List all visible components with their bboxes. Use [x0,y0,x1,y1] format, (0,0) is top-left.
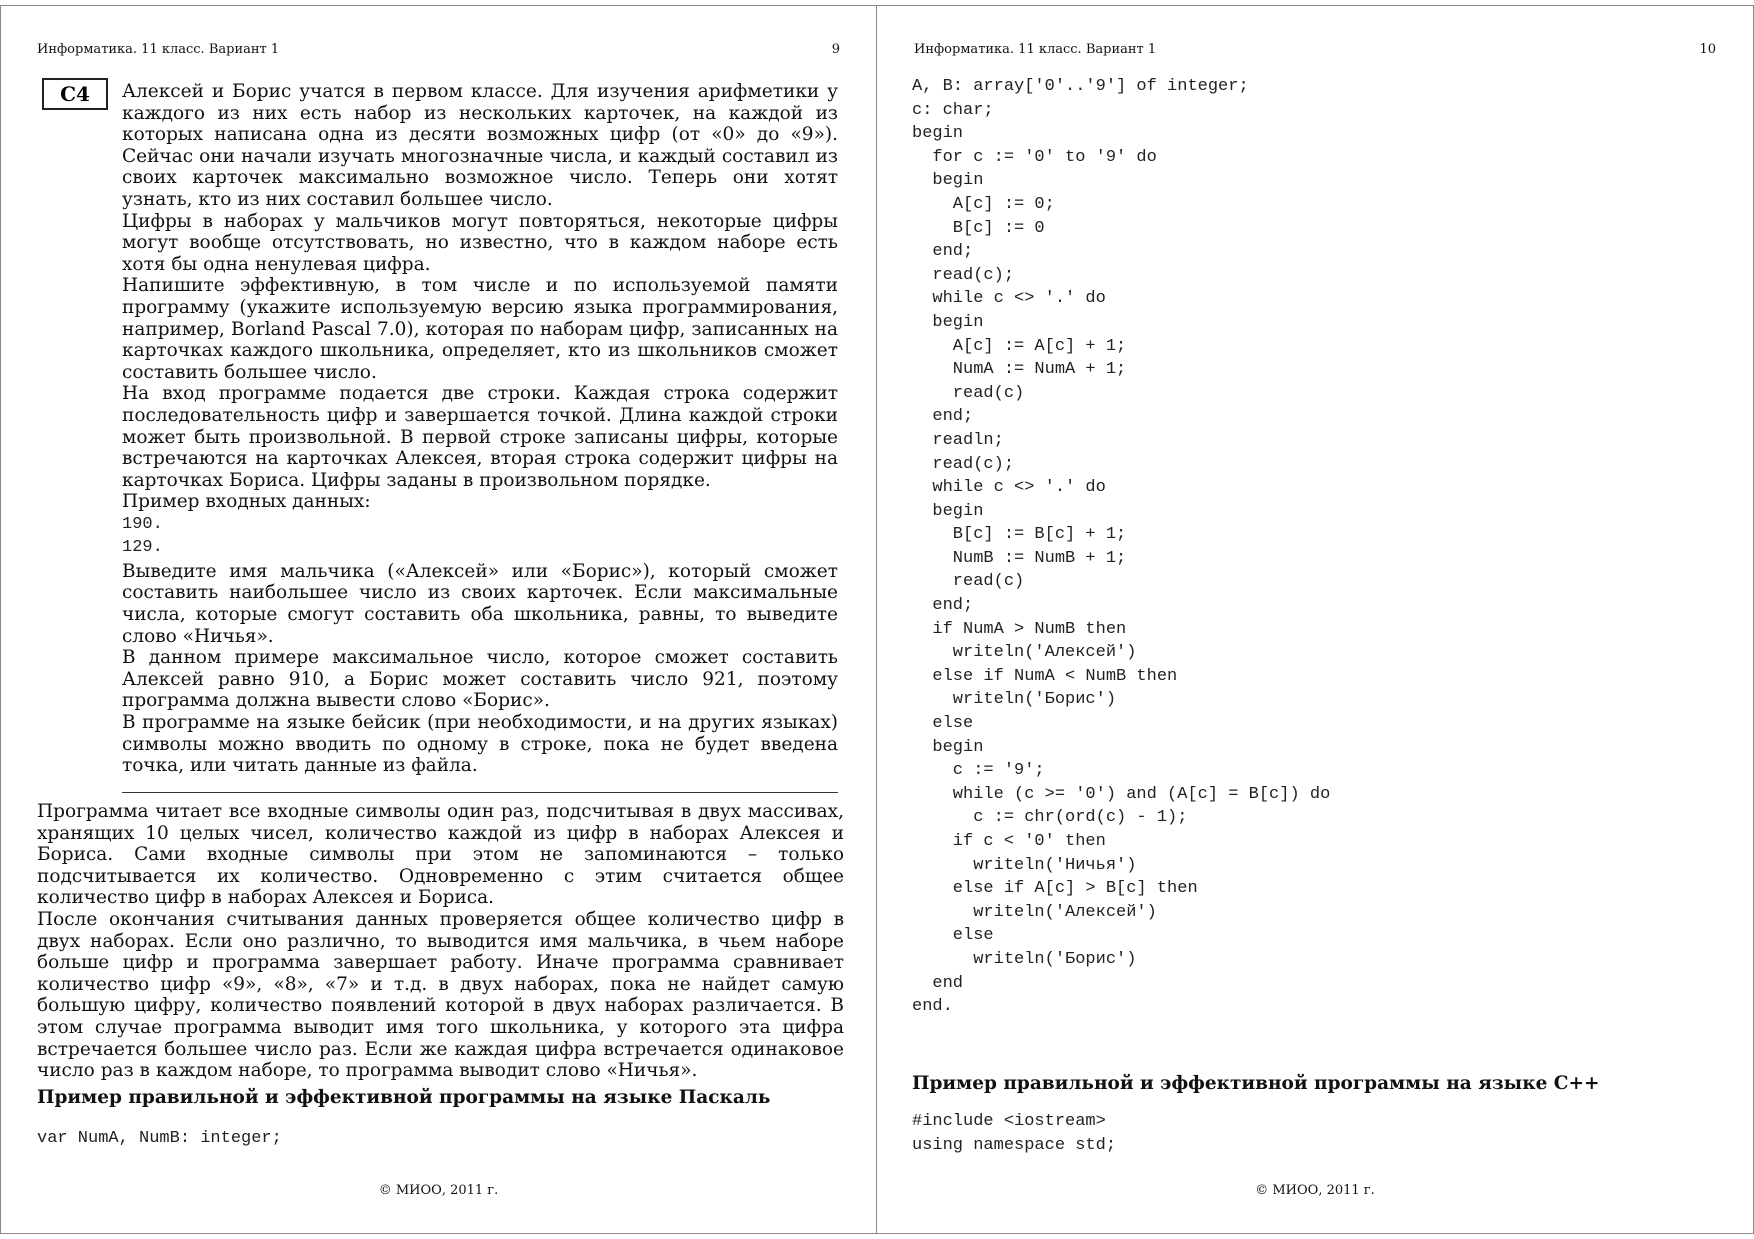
pascal-code-block: A, B: array['0'..'9'] of integer; c: char; begin for c := '0' to '9' do begin A[c] := 0; B[c] := 0 end; read(c); while c <> '.' do begin A[c] := A[c] + 1; NumA := NumA + 1; read(c) end; readln; read(c); while c <> '.' do begin B[c] := B[c] + 1; NumB := NumB + 1; read(c) end; if NumA > NumB then writeln('Алексей') else if NumA < NumB then writeln('Борис') else begin c := '9'; while (c >= '0') and (A[c] = B[c]) do c := chr(ord(c) - 1); if c < '0' then writeln('Ничья') else if A[c] > B[c] then writeln('Алексей') else writeln('Борис') end end. [912,77,1331,1017]
right-header-title: Информатика. 11 класс. Вариант 1 [914,42,1157,57]
task-paragraph: В программе на языке бейсик (при необходимости, и на других языках) символы можно вводить по одному в строке, пока не будет введена точка, или читать данные из файла. [122,712,838,777]
solution-paragraph: После окончания считывания данных проверяется общее количество цифр в двух наборах. Если оно различно, то выводится имя мальчика, в чьем наборе больше цифр и программа завершает работу. Иначе программа сравнивает количество цифр «9», «8», «7» и т.д. в двух наборах, пока не найдет самую большую цифру, количество появлений которой в двух наборах различается. В этом случае программа выводит имя того школьника, у которого эта цифра встречается большее число раз. Если же каждая цифра встречается одинаковое число раз в каждом наборе, то программа выводит слово «Ничья». [37,908,844,1082]
task-divider [122,792,838,793]
cpp-code-block: #include <iostream> using namespace std; [912,1112,1117,1155]
task-label-box: C4 [42,78,108,110]
task-paragraph: Пример входных данных: [122,491,371,513]
task-statement [122,81,838,777]
left-footer: © МИОО, 2011 г. [378,1183,499,1198]
task-paragraph: На вход программе подается две строки. Каждая строка содержит последовательность цифр и завершается точкой. Длина каждой строки может быть произвольной. В первой строке записаны цифры, которые встречаются на карточках Алексея, вторая строка содержит цифры на карточках Бориса. Цифры заданы в произвольном порядке. [122,383,838,491]
right-footer: © МИОО, 2011 г. [1255,1183,1375,1198]
solution-paragraph: Программа читает все входные символы один раз, подсчитывая в двух массивах, хранящих 10 целых чисел, количество каждой из цифр в наборах Алексея и Бориса. Сами входные символы при этом не запоминаются – только подсчитывается их количество. Одновременно с этим считается общее количество цифр в наборах Алексея и Бориса. [37,801,844,909]
task-paragraph: Выведите имя мальчика («Алексей» или «Борис»), который сможет составить наибольшее число из своих карточек. Если максимальные числа, которые смогут составить оба школьника, равны, то выведите слово «Ничья». [122,560,838,647]
left-page-number: 9 [831,42,840,57]
task-paragraph: Цифры в наборах у мальчиков могут повторяться, некоторые цифры могут вообще отсутствовать, но известно, что в каждом наборе есть хотя бы одна ненулевая цифра. [122,210,838,275]
left-page [0,5,877,1234]
solution-text [37,801,844,1082]
example-input-line: 129. [122,537,163,557]
right-page-number: 10 [1699,42,1716,57]
task-paragraph: Напишите эффективную, в том числе и по используемой памяти программу (укажите используемую версию языка программирования, например, Borland Pascal 7.0), которая по наборам цифр, записанных на карточках каждого школьника, определяет, кто из школьников сможет составить большее число. [122,275,838,383]
right-page [876,5,1754,1234]
pascal-heading: Пример правильной и эффективной программы на языке Паскаль [37,1087,771,1108]
example-input-line: 190. [122,514,163,534]
cpp-heading: Пример правильной и эффективной программы на языке С++ [912,1073,1600,1094]
pascal-code-start: var NumA, NumB: integer; [37,1129,282,1148]
left-header-title: Информатика. 11 класс. Вариант 1 [37,42,280,57]
task-paragraph: В данном примере максимальное число, которое сможет составить Алексей равно 910, а Борис может составить число 921, поэтому программа должна вывести слово «Борис». [122,647,838,712]
task-paragraph: Алексей и Борис учатся в первом классе. Для изучения арифметики у каждого из них есть набор из нескольких карточек, на каждой из которых написана одна из десяти возможных цифр (от «0» до «9»). Сейчас они начали изучать многозначные числа, и каждый составил из своих карточек максимально возможное число. Теперь они хотят узнать, кто из них составил большее число. [122,81,838,210]
